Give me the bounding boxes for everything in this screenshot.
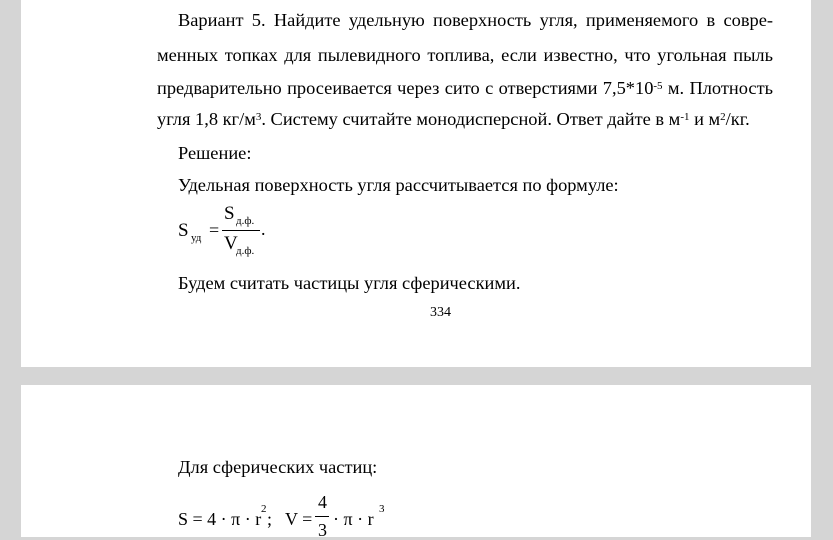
problem-line-4 — [157, 110, 750, 128]
problem-line-4-text: угля 1,8 кг/м — [157, 109, 256, 129]
spherical-heading: Для сферических частиц: — [178, 457, 378, 477]
formula-lhs: S — [178, 220, 189, 241]
surface-exponent: 2 — [261, 503, 267, 515]
volume-exponent: 3 — [379, 503, 385, 515]
problem-line-1: Вариант 5. Найдите удельную поверхность угля, применяемого в совре- — [178, 10, 773, 30]
document-page-334 — [21, 0, 811, 367]
volume-fraction-bar — [315, 516, 329, 517]
formula-lhs-subscript: уд — [191, 232, 202, 244]
exponent: -5 — [653, 80, 663, 93]
problem-line-3 — [157, 79, 773, 97]
surface-formula: S = 4 · π · r — [178, 509, 262, 529]
document-page-next — [21, 385, 811, 540]
formula-period: . — [261, 219, 266, 239]
problem-line-4-text: /кг. — [725, 109, 750, 129]
formula-denominator: V — [224, 233, 238, 254]
volume-lhs: V = — [285, 509, 313, 529]
page-number: 334 — [430, 305, 451, 320]
problem-line-2: менных топках для пылевидного топлива, если известно, что угольная пыль — [157, 45, 773, 65]
solution-label: Решение: — [178, 143, 252, 163]
formula-numerator: S — [224, 203, 235, 224]
volume-fraction-numerator: 4 — [318, 492, 327, 512]
volume-formula-rest: · π · r — [333, 509, 374, 529]
problem-line-4-text: и м — [689, 109, 721, 129]
formula-equals: = — [209, 220, 220, 240]
formula-separator: ; — [267, 509, 273, 529]
fraction-bar — [222, 230, 260, 231]
problem-line-3-text: предварительно просеивается через сито с отверстиями 7,5*10 — [157, 78, 654, 98]
spherical-note: Будем считать частицы угля сферическими. — [178, 273, 521, 293]
formula-numerator-subscript: д.ф. — [236, 215, 255, 227]
formula-intro: Удельная поверхность угля рассчитывается по формуле: — [178, 175, 619, 195]
exponent: 3 — [255, 111, 262, 124]
exponent: 2 — [720, 111, 726, 124]
exponent: -1 — [680, 111, 690, 124]
problem-line-4-text: . Систему считайте монодисперсной. Ответ дайте в м — [261, 109, 681, 129]
problem-line-3-text: м. Плотность — [662, 78, 773, 98]
volume-fraction-denominator: 3 — [318, 520, 327, 540]
formula-denominator-subscript: д.ф. — [236, 245, 255, 257]
